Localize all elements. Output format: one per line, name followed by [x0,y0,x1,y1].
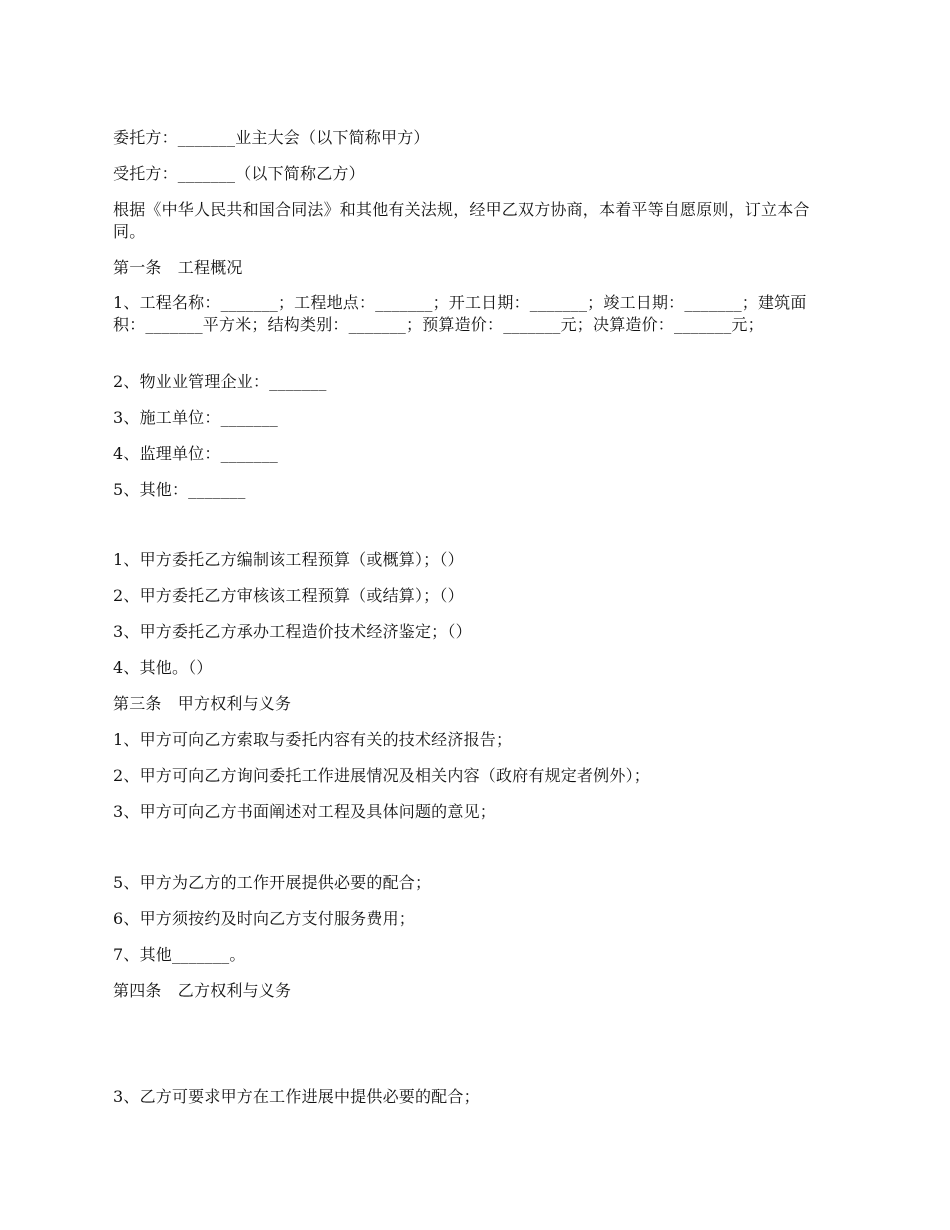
article4-item3: 3、乙方可要求甲方在工作进展中提供必要的配合； [113,1087,480,1106]
article3-item1: 1、甲方可向乙方索取与委托内容有关的技术经济报告； [113,730,513,749]
client-line: 委托方：_______业主大会（以下简称甲方） [113,128,430,147]
article1-item2: 2、物业业管理企业：_______ [113,372,327,391]
article1-item5: 5、其他：_______ [113,480,246,499]
article2-item1: 1、甲方委托乙方编制该工程预算（或概算）；（） [113,550,464,569]
article4-heading: 第四条 乙方权利与义务 [113,981,292,1000]
article1-item4: 4、监理单位：_______ [113,444,278,463]
article1-heading: 第一条 工程概况 [113,258,243,277]
article3-item7: 7、其他_______。 [113,945,246,964]
article3-item5: 5、甲方为乙方的工作开展提供必要的配合； [113,873,432,892]
contractor-line: 受托方：_______（以下简称乙方） [113,164,365,183]
article2-item3: 3、甲方委托乙方承办工程造价技术经济鉴定；（） [113,622,472,641]
preamble-paragraph: 根据《中华人民共和国合同法》和其他有关法规，经甲乙双方协商，本着平等自愿原则，订立本合同。 [113,200,810,241]
article3-heading: 第三条 甲方权利与义务 [113,694,292,713]
article3-item3: 3、甲方可向乙方书面阐述对工程及具体问题的意见； [113,802,496,821]
article3-item2: 2、甲方可向乙方询问委托工作进展情况及相关内容（政府有规定者例外）； [113,766,650,785]
article1-item1: 1、工程名称：_______；工程地点：_______；开工日期：_______；竣工日期：_______；建筑面积：_______平方米；结构类别：_______；预算造价：_______元；决算造价：_______元； [113,293,807,334]
article2-item2: 2、甲方委托乙方审核该工程预算（或结算）；（） [113,586,464,605]
article3-item6: 6、甲方须按约及时向乙方支付服务费用； [113,909,415,928]
article2-item4: 4、其他。（） [113,658,213,677]
article1-item3: 3、施工单位：_______ [113,408,278,427]
